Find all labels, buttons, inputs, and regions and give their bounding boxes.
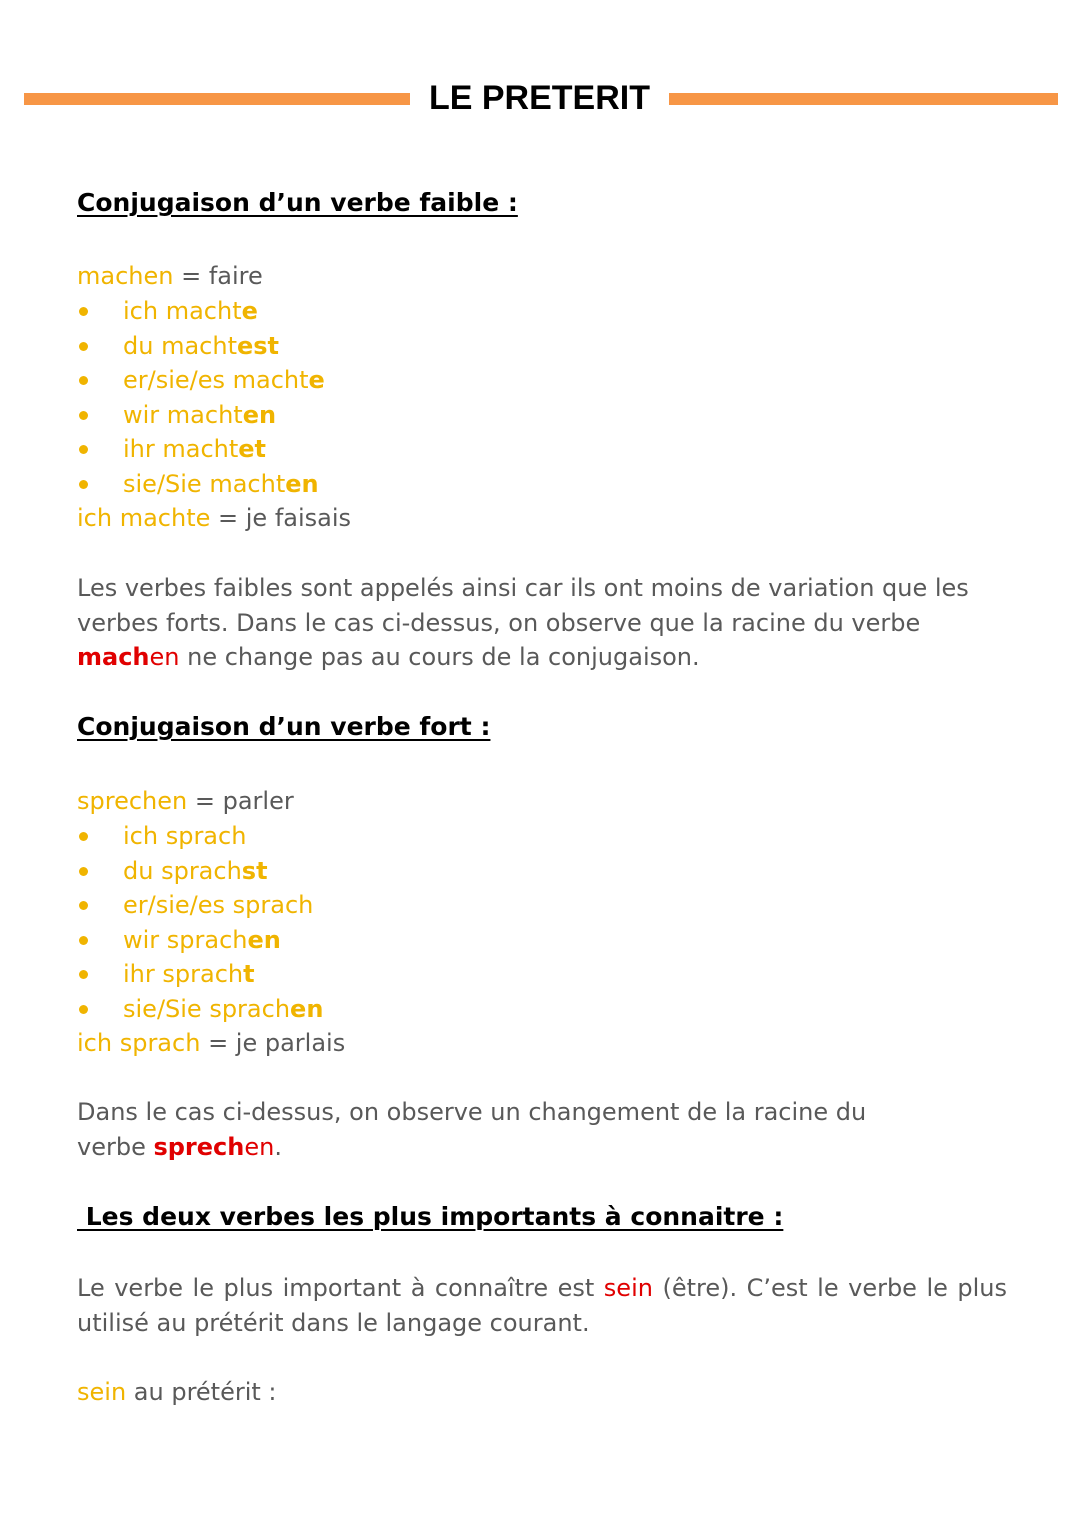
bullet-icon xyxy=(79,376,88,385)
list-item xyxy=(77,329,325,364)
form-ending: en xyxy=(242,400,277,429)
weak-example: ich machte xyxy=(77,504,211,532)
heading-important-verbs: Les deux verbes les plus importants à connaitre : xyxy=(77,1202,784,1231)
page-title: LE PRETERIT xyxy=(428,79,651,117)
bullet-icon xyxy=(79,832,88,841)
form-stem: sie/Sie macht xyxy=(123,469,286,498)
strong-example-translation: = je parlais xyxy=(208,1029,346,1057)
form-stem: er/sie/es macht xyxy=(123,366,309,394)
form-ending: en xyxy=(247,925,281,954)
list-item xyxy=(77,363,325,398)
sein-preterite-line xyxy=(77,1375,277,1410)
bullet-icon xyxy=(79,1005,88,1014)
heading-strong-verb: Conjugaison d’un verbe fort : xyxy=(77,712,491,741)
bullet-icon xyxy=(79,307,88,316)
explanation-text: Dans le cas ci-dessus, on observe un changement de la racine du xyxy=(77,1098,867,1126)
strong-conjugation-list xyxy=(77,819,323,1026)
list-item xyxy=(77,923,323,958)
form-ending: est xyxy=(236,331,280,360)
bullet-icon xyxy=(79,970,88,979)
explanation-text: Les verbes faibles sont appelés ainsi car ils ont moins de variation que les verbes forts. Dans le cas ci-dessus, on observe que la racine du verbe xyxy=(77,574,969,637)
weak-infinitive: machen xyxy=(77,262,174,290)
title-rule-left xyxy=(24,93,410,105)
list-item xyxy=(77,854,323,889)
form-ending: et xyxy=(238,435,267,463)
bullet-icon xyxy=(79,342,88,351)
weak-explanation xyxy=(77,571,1007,675)
list-item xyxy=(77,467,325,502)
verb-ending: en xyxy=(149,643,180,671)
form-stem: sie/Sie sprach xyxy=(123,994,291,1023)
form-ending: en xyxy=(290,994,324,1023)
bullet-icon xyxy=(79,867,88,876)
form-stem: ihr sprach xyxy=(123,960,244,988)
form-stem: ich sprach xyxy=(123,822,247,850)
verb-root: mach xyxy=(77,643,150,671)
form-ending: e xyxy=(241,297,258,325)
form-ending: st xyxy=(241,856,268,885)
bullet-icon xyxy=(79,411,88,420)
strong-example-line xyxy=(77,1026,345,1061)
title-rule-right xyxy=(669,93,1058,105)
bullet-icon xyxy=(79,445,88,454)
weak-infinitive-translation: = faire xyxy=(181,262,263,290)
list-item xyxy=(77,294,325,329)
form-stem: er/sie/es sprach xyxy=(123,891,314,919)
list-item xyxy=(77,432,325,467)
weak-conjugation-list xyxy=(77,294,325,501)
weak-example-translation: = je faisais xyxy=(218,504,352,532)
sein-suffix: au prétérit : xyxy=(126,1378,277,1406)
bullet-icon xyxy=(79,936,88,945)
list-item xyxy=(77,888,323,923)
list-item xyxy=(77,398,325,433)
strong-infinitive: sprechen xyxy=(77,787,188,815)
important-explanation xyxy=(77,1271,1007,1340)
list-item xyxy=(77,819,323,854)
form-stem: wir sprach xyxy=(123,925,248,954)
form-stem: ich macht xyxy=(123,297,242,325)
explanation-text: Le verbe le plus important à connaître est xyxy=(77,1274,604,1302)
explanation-text: (être). C’est le verbe le plus utilisé au prétérit dans le langage courant. xyxy=(77,1274,1008,1337)
verb-root: sprech xyxy=(153,1132,245,1161)
form-ending: en xyxy=(285,469,319,498)
form-stem: du sprach xyxy=(123,856,242,885)
strong-explanation xyxy=(77,1095,1007,1164)
explanation-text: ne change pas au cours de la conjugaison. xyxy=(179,643,700,671)
verb-ending: en xyxy=(244,1132,275,1161)
form-ending: e xyxy=(308,366,325,394)
weak-infinitive-line xyxy=(77,259,263,294)
bullet-icon xyxy=(79,901,88,910)
form-stem: du macht xyxy=(123,331,237,360)
form-stem: ihr macht xyxy=(123,435,239,463)
explanation-text: verbe xyxy=(77,1132,154,1161)
strong-example: ich sprach xyxy=(77,1029,201,1057)
form-ending: t xyxy=(243,960,255,988)
bullet-icon xyxy=(79,480,88,489)
sein-label: sein xyxy=(77,1378,127,1406)
list-item xyxy=(77,957,323,992)
form-stem: wir macht xyxy=(123,400,243,429)
explanation-text: . xyxy=(274,1132,282,1161)
weak-example-line xyxy=(77,501,351,536)
strong-infinitive-line xyxy=(77,784,294,819)
verb-highlight: sein xyxy=(603,1274,653,1302)
heading-weak-verb: Conjugaison d’un verbe faible : xyxy=(77,188,518,217)
list-item xyxy=(77,992,323,1027)
strong-infinitive-translation: = parler xyxy=(194,787,294,815)
